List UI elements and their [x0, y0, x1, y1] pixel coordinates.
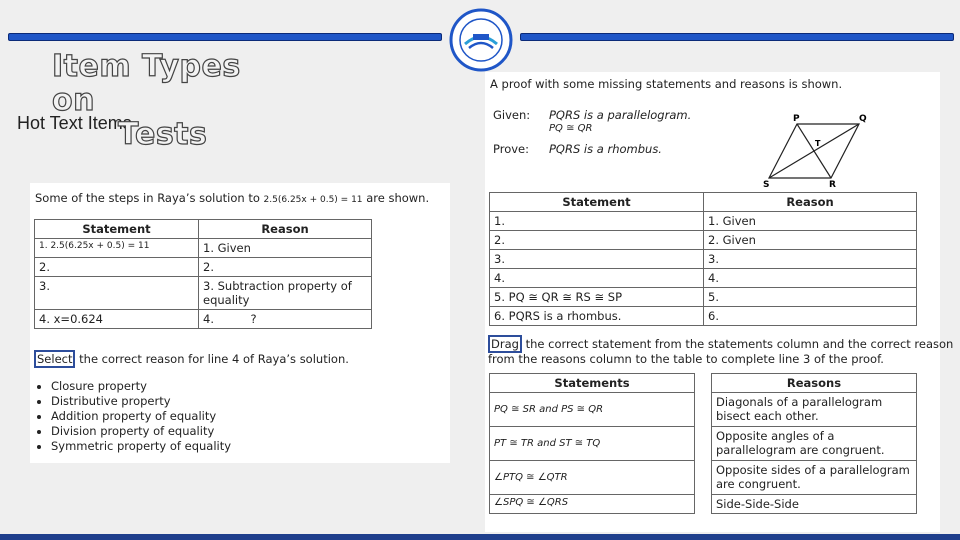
table-row [35, 258, 372, 277]
left-statement-1: 1. 2.5(6.25x + 0.5) = 11 [35, 239, 199, 258]
title-line-2: Tests [118, 117, 208, 152]
left-statement-3: 3. [35, 277, 199, 310]
right-reason-4: 4. [704, 269, 917, 288]
vertex-q: Q [859, 114, 867, 124]
bottom-bar [0, 534, 960, 540]
parallelogram-diagram [755, 110, 875, 190]
prove-text: PQRS is a rhombus. [549, 142, 662, 156]
left-reason-4: 4. ? [199, 310, 372, 329]
slide-subtitle: Hot Text Items [17, 113, 132, 133]
right-reason-3[interactable]: 3. [704, 250, 917, 269]
table-row [490, 288, 917, 307]
given-text-2: PQ ≅ QR [549, 123, 593, 134]
table-row [35, 277, 372, 310]
reason-choice-3[interactable]: Opposite sides of a parallelogram are congruent. [712, 461, 917, 495]
prove-label: Prove: [493, 142, 529, 156]
list-item [490, 427, 695, 461]
school-logo [449, 8, 513, 72]
reason-choice-4[interactable]: Side-Side-Side [712, 495, 917, 514]
left-reason-2: 2. [199, 258, 372, 277]
right-reason-2: 2. Given [704, 231, 917, 250]
option-addition[interactable]: • Addition property of equality [51, 409, 231, 424]
statement-choice-1[interactable]: PQ ≅ SR and PS ≅ QR [490, 393, 695, 427]
reasons-header: Reasons [712, 374, 917, 393]
right-statement-2: 2. [490, 231, 704, 250]
vertex-p: P [793, 114, 800, 124]
reason-choice-1[interactable]: Diagonals of a parallelogram bisect each other. [712, 393, 917, 427]
left-header-statement: Statement [35, 220, 199, 239]
right-item-panel [485, 72, 954, 532]
table-row [490, 307, 917, 326]
table-row [490, 269, 917, 288]
statements-header: Statements [490, 374, 695, 393]
given-text-1: PQRS is a parallelogram. [549, 108, 692, 122]
right-reason-5: 5. [704, 288, 917, 307]
list-item [712, 461, 917, 495]
right-reason-1: 1. Given [704, 212, 917, 231]
table-row [490, 250, 917, 269]
left-reason-1: 1. Given [199, 239, 372, 258]
right-statement-4: 4. [490, 269, 704, 288]
statement-choice-2[interactable]: PT ≅ TR and ST ≅ TQ [490, 427, 695, 461]
option-symmetric[interactable]: • Symmetric property of equality [51, 439, 231, 454]
left-statement-4: 4. x=0.624 [35, 310, 199, 329]
left-header-reason: Reason [199, 220, 372, 239]
left-intro: Some of the steps in Raya’s solution to 2.5(6.25x + 0.5) = 11 are shown. [35, 191, 430, 205]
right-intro: A proof with some missing statements and reasons is shown. [490, 77, 843, 91]
left-statement-2: 2. [35, 258, 199, 277]
answer-options [35, 379, 231, 454]
vertex-r: R [829, 180, 836, 190]
statement-choice-4[interactable]: ∠SPQ ≅ ∠QRS [490, 495, 695, 514]
left-reason-3: 3. Subtraction property of equality [199, 277, 372, 310]
list-item [712, 393, 917, 427]
right-statement-5: 5. PQ ≅ QR ≅ RS ≅ SP [490, 288, 704, 307]
list-item [712, 427, 917, 461]
right-proof-table [489, 192, 917, 326]
right-statement-6: 6. PQRS is a rhombus. [490, 307, 704, 326]
list-item [490, 495, 695, 514]
table-row [35, 239, 372, 258]
option-distributive[interactable]: • Distributive property [51, 394, 231, 409]
select-keyword: Select [34, 350, 75, 368]
table-row [490, 231, 917, 250]
right-statement-1: 1. [490, 212, 704, 231]
list-item [490, 461, 695, 495]
list-item [712, 495, 917, 514]
drag-keyword: Drag [488, 335, 522, 353]
top-bar-right [520, 33, 954, 41]
statement-choice-3[interactable]: ∠PTQ ≅ ∠QTR [490, 461, 695, 495]
left-item-panel [30, 183, 450, 463]
given-label: Given: [493, 108, 531, 122]
title-line-1: Item Types on [52, 49, 241, 118]
table-row [490, 212, 917, 231]
option-closure[interactable]: • Closure property [51, 379, 231, 394]
right-header-statement: Statement [490, 193, 704, 212]
left-proof-table [34, 219, 372, 329]
right-reason-6: 6. [704, 307, 917, 326]
vertex-s: S [763, 180, 770, 190]
option-division[interactable]: • Division property of equality [51, 424, 231, 439]
statements-bank [489, 373, 695, 514]
right-instruction: Drag the correct statement from the statements column and the correct reason from the reasons column to the table to complete line 3 of the proof. [488, 337, 954, 366]
reason-choice-2[interactable]: Opposite angles of a parallelogram are congruent. [712, 427, 917, 461]
right-header-reason: Reason [704, 193, 917, 212]
table-row [35, 310, 372, 329]
slide-title [52, 50, 292, 152]
vertex-t: T [815, 139, 821, 148]
list-item [490, 393, 695, 427]
left-instruction: Select the correct reason for line 4 of Raya’s solution. [34, 352, 349, 366]
right-statement-3[interactable]: 3. [490, 250, 704, 269]
reasons-bank [711, 373, 917, 514]
top-bar-left [8, 33, 442, 41]
